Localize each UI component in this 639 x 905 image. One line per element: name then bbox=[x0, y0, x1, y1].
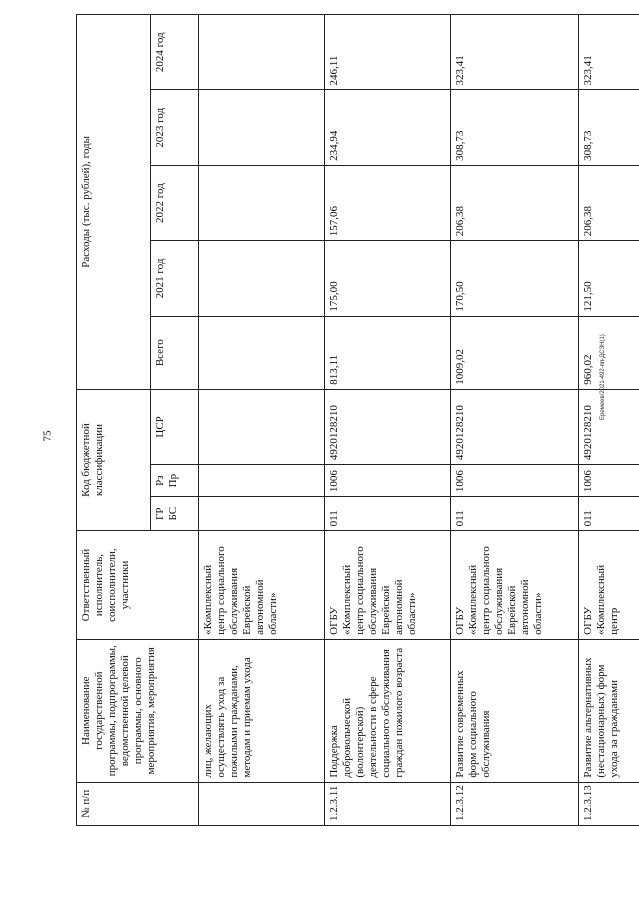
table-row bbox=[199, 15, 325, 826]
table-row bbox=[451, 15, 579, 826]
cell-2021: 121,50 bbox=[579, 241, 639, 316]
header-code: Код бюджетной классификации bbox=[77, 389, 151, 531]
cell-csr bbox=[199, 389, 325, 464]
header-total: Всего bbox=[151, 316, 199, 389]
header-2023: 2023 год bbox=[151, 90, 199, 165]
header-2022: 2022 год bbox=[151, 165, 199, 240]
cell-2023: 308,73 bbox=[451, 90, 579, 165]
cell-rzpr: 1006 bbox=[451, 465, 579, 497]
cell-csr: 4920128210 bbox=[325, 389, 451, 464]
cell-2024: 323,41 bbox=[451, 15, 579, 91]
cell-no bbox=[199, 782, 325, 825]
cell-total: 813,11 bbox=[325, 316, 451, 389]
cell-2023: 234,94 bbox=[325, 90, 451, 165]
cell-2023: 308,73 bbox=[579, 90, 639, 165]
cell-2021 bbox=[199, 241, 325, 316]
cell-csr: 4920128210 bbox=[579, 389, 639, 464]
cell-2023 bbox=[199, 90, 325, 165]
document-footer: Еремеев/2021-492-пп-ДСЗН(1) bbox=[600, 334, 606, 420]
header-2021: 2021 год bbox=[151, 241, 199, 316]
cell-name: Поддержка добровольческой (волонтерской) деятельности в сфере социального обслуживания граждан пожилого возраста bbox=[325, 639, 451, 782]
cell-no: 1.2.3.12 bbox=[451, 782, 579, 825]
cell-responsible: ОГБУ «Комплексный центр социального обслуживания Еврейской автономной области» bbox=[325, 531, 451, 640]
cell-responsible: ОГБУ «Комплексный центр социального обслуживания Еврейской автономной области» bbox=[451, 531, 579, 640]
cell-csr: 4920128210 bbox=[451, 389, 579, 464]
header-no: № п/п bbox=[77, 782, 199, 825]
cell-responsible: «Комплексный центр социального обслуживания Еврейской автономной области» bbox=[199, 531, 325, 640]
cell-grbs: 011 bbox=[325, 497, 451, 531]
header-csr: ЦСР bbox=[151, 389, 199, 464]
cell-rzpr: 1006 bbox=[579, 465, 639, 497]
cell-2024: 246,11 bbox=[325, 15, 451, 91]
cell-name: Развитие альтернативных (нестационарных) форм ухода за гражданами bbox=[579, 639, 639, 782]
cell-name: Развитие современных форм социального обслуживания bbox=[451, 639, 579, 782]
cell-grbs: 011 bbox=[451, 497, 579, 531]
header-name: Наименование государственной программы, подпрограммы, ведомственной целевой программы, основного мероприятия, мероприятия bbox=[77, 639, 199, 782]
table-row bbox=[579, 15, 639, 826]
cell-total: 960,02 bbox=[579, 316, 639, 389]
table-row bbox=[325, 15, 451, 826]
header-2024: 2024 год bbox=[151, 15, 199, 91]
header-rzpr: Рз Пр bbox=[151, 465, 199, 497]
cell-2024: 323,41 bbox=[579, 15, 639, 91]
cell-total: 1009,02 bbox=[451, 316, 579, 389]
budget-table bbox=[76, 14, 639, 826]
header-grbs: ГР БС bbox=[151, 497, 199, 531]
header-expenses: Расходы (тыс. рублей), годы bbox=[77, 15, 151, 390]
cell-2024 bbox=[199, 15, 325, 91]
cell-total bbox=[199, 316, 325, 389]
cell-grbs bbox=[199, 497, 325, 531]
cell-2021: 170,50 bbox=[451, 241, 579, 316]
cell-2022: 206,38 bbox=[451, 165, 579, 240]
page-number: 75 bbox=[41, 430, 54, 442]
cell-2021: 175,00 bbox=[325, 241, 451, 316]
header-responsible: Ответственный исполнитель, соисполнители, участники bbox=[77, 531, 199, 640]
cell-name: лиц, желающих осуществлять уход за пожилыми гражданами, методам и приемам ухода bbox=[199, 639, 325, 782]
cell-rzpr: 1006 bbox=[325, 465, 451, 497]
cell-rzpr bbox=[199, 465, 325, 497]
cell-2022 bbox=[199, 165, 325, 240]
cell-2022: 206,38 bbox=[579, 165, 639, 240]
cell-no: 1.2.3.11 bbox=[325, 782, 451, 825]
cell-responsible: ОГБУ «Комплексный центр bbox=[579, 531, 639, 640]
cell-grbs: 011 bbox=[579, 497, 639, 531]
cell-2022: 157,06 bbox=[325, 165, 451, 240]
cell-no: 1.2.3.13 bbox=[579, 782, 639, 825]
